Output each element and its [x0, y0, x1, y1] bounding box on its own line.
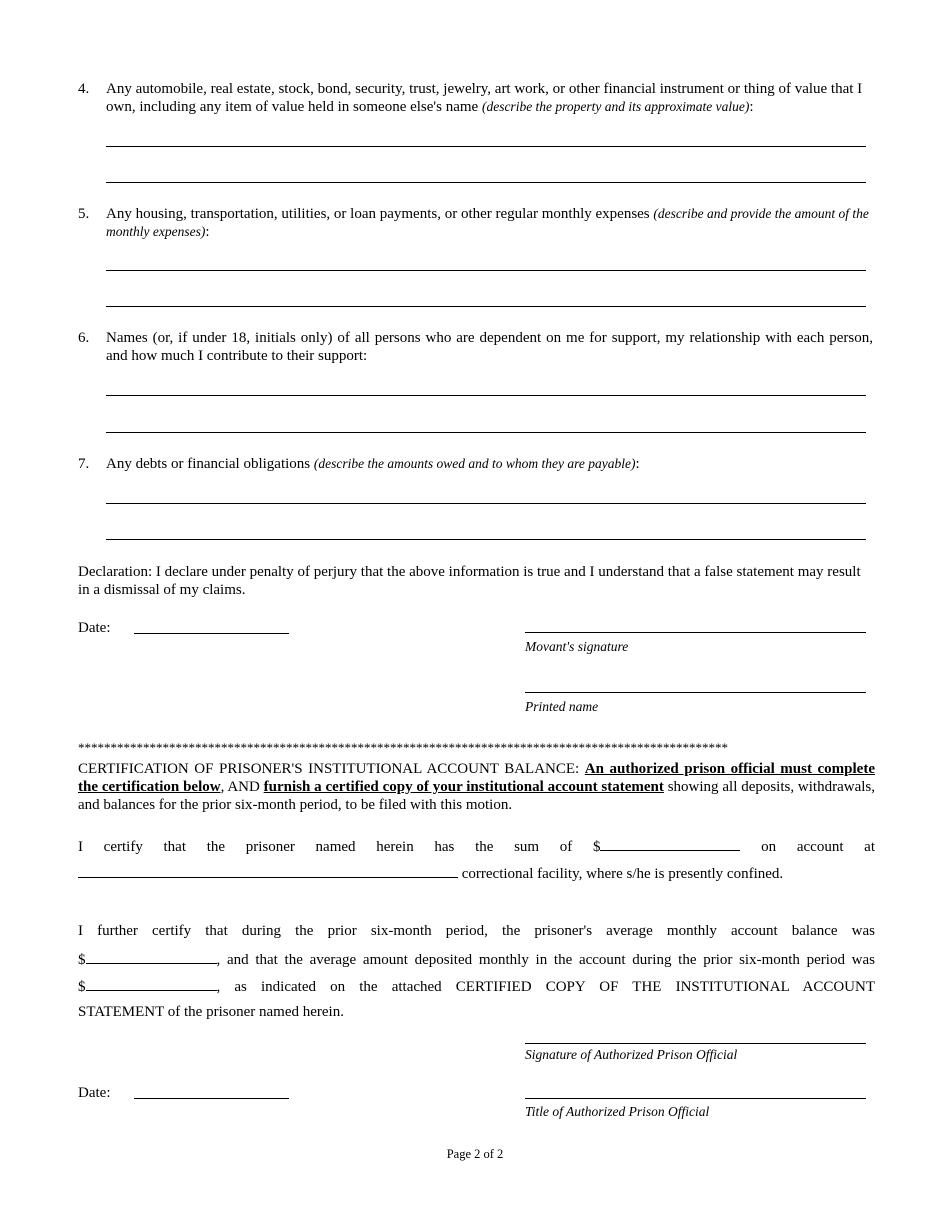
certify-sum-line: I certify that the prisoner named herein has the sum of $ on account at — [78, 836, 875, 856]
certification-instruction: An authorized prison official must complete the certification below — [78, 761, 875, 795]
official-title-caption: Title of Authorized Prison Official — [525, 1104, 710, 1119]
date-label: Date: — [78, 620, 111, 636]
answer-line[interactable] — [106, 306, 866, 307]
further-line-3: $ , as indicated on the attached CERTIFIED COPY OF THE INSTITUTIONAL ACCOUNT — [78, 976, 875, 996]
facility-line: correctional facility, where s/he is presently confined. — [78, 863, 875, 883]
movant-signature-line[interactable] — [525, 632, 866, 633]
question-hint: (describe the amounts owed and to whom they are payable) — [313, 456, 636, 471]
question-hint: (describe the property and its approximate value) — [481, 99, 750, 114]
movant-signature-caption: Movant's signature — [525, 639, 629, 654]
average-deposit-field[interactable] — [86, 976, 217, 991]
question-text: Any housing, transportation, utilities, or loan payments, or other regular monthly expenses — [106, 206, 654, 222]
further-line-2: $ , and that the average amount deposited monthly in the account during the prior six-month period was — [78, 949, 875, 969]
question-text: Any automobile, real estate, stock, bond, security, trust, jewelry, art work, or other financial instrument or thing of value that I own, including any item of value held in someone else's name — [106, 81, 863, 115]
answer-line[interactable] — [106, 539, 866, 540]
printed-name-caption: Printed name — [525, 699, 599, 714]
page-number: Page 2 of 2 — [446, 1147, 504, 1161]
question-5: 5. Any housing, transportation, utilities, or loan payments, or other regular monthly expenses (describe and provide the amount of the monthly expenses): — [78, 206, 869, 240]
further-line-1: I further certify that during the prior six-month period, the prisoner's average monthly account balance was — [78, 923, 875, 939]
question-7: 7. Any debts or financial obligations (describe the amounts owed and to whom they are payable): — [78, 456, 640, 472]
question-4: 4. Any automobile, real estate, stock, bond, security, trust, jewelry, art work, or other financial instrument or thing of value that I own, including any item of value held in someone else's name (describe the property and its approximate value): — [78, 81, 863, 115]
official-signature-line[interactable] — [525, 1043, 866, 1044]
answer-line[interactable] — [106, 270, 866, 271]
answer-line[interactable] — [106, 182, 866, 183]
question-hint: (describe and provide the amount of the monthly expenses) — [106, 206, 869, 239]
certification-paragraph: CERTIFICATION OF PRISONER'S INSTITUTIONAL ACCOUNT BALANCE: An authorized prison official must complete the certification below, AND furnish a certified copy of your institutional account statement showing all deposits, withdrawals, and balances for the prior six-month period, to be filed with this motion. — [78, 761, 875, 813]
question-text: Names (or, if under 18, initials only) of all persons who are dependent on me for support, my relationship with each person, and how much I contribute to their support: — [106, 330, 873, 364]
answer-line[interactable] — [106, 432, 866, 433]
official-signature-caption: Signature of Authorized Prison Official — [525, 1047, 738, 1062]
official-date-field[interactable] — [134, 1098, 289, 1099]
question-6 — [78, 329, 873, 365]
printed-name-line[interactable] — [525, 692, 866, 693]
official-title-line[interactable] — [525, 1098, 866, 1099]
average-balance-field[interactable] — [86, 949, 217, 964]
separator-stars: **************************************************************************************************** — [78, 740, 728, 755]
question-number: 4. — [78, 81, 90, 97]
date-label: Date: — [78, 1085, 111, 1101]
question-text: Any debts or financial obligations — [106, 456, 314, 472]
further-line-4: STATEMENT of the prisoner named herein. — [78, 1004, 344, 1020]
answer-line[interactable] — [106, 146, 866, 147]
question-number: 6. — [78, 330, 90, 346]
account-statement-instruction: furnish a certified copy of your institutional account statement — [263, 779, 664, 795]
date-field[interactable] — [134, 633, 289, 634]
question-number: 5. — [78, 206, 90, 222]
answer-line[interactable] — [106, 503, 866, 504]
question-number: 7. — [78, 456, 90, 472]
facility-field[interactable] — [78, 863, 458, 878]
answer-line[interactable] — [106, 395, 866, 396]
sum-field[interactable] — [600, 836, 740, 851]
declaration: Declaration: I declare under penalty of perjury that the above information is true and I understand that a false statement may result in a dismissal of my claims. — [78, 564, 861, 598]
